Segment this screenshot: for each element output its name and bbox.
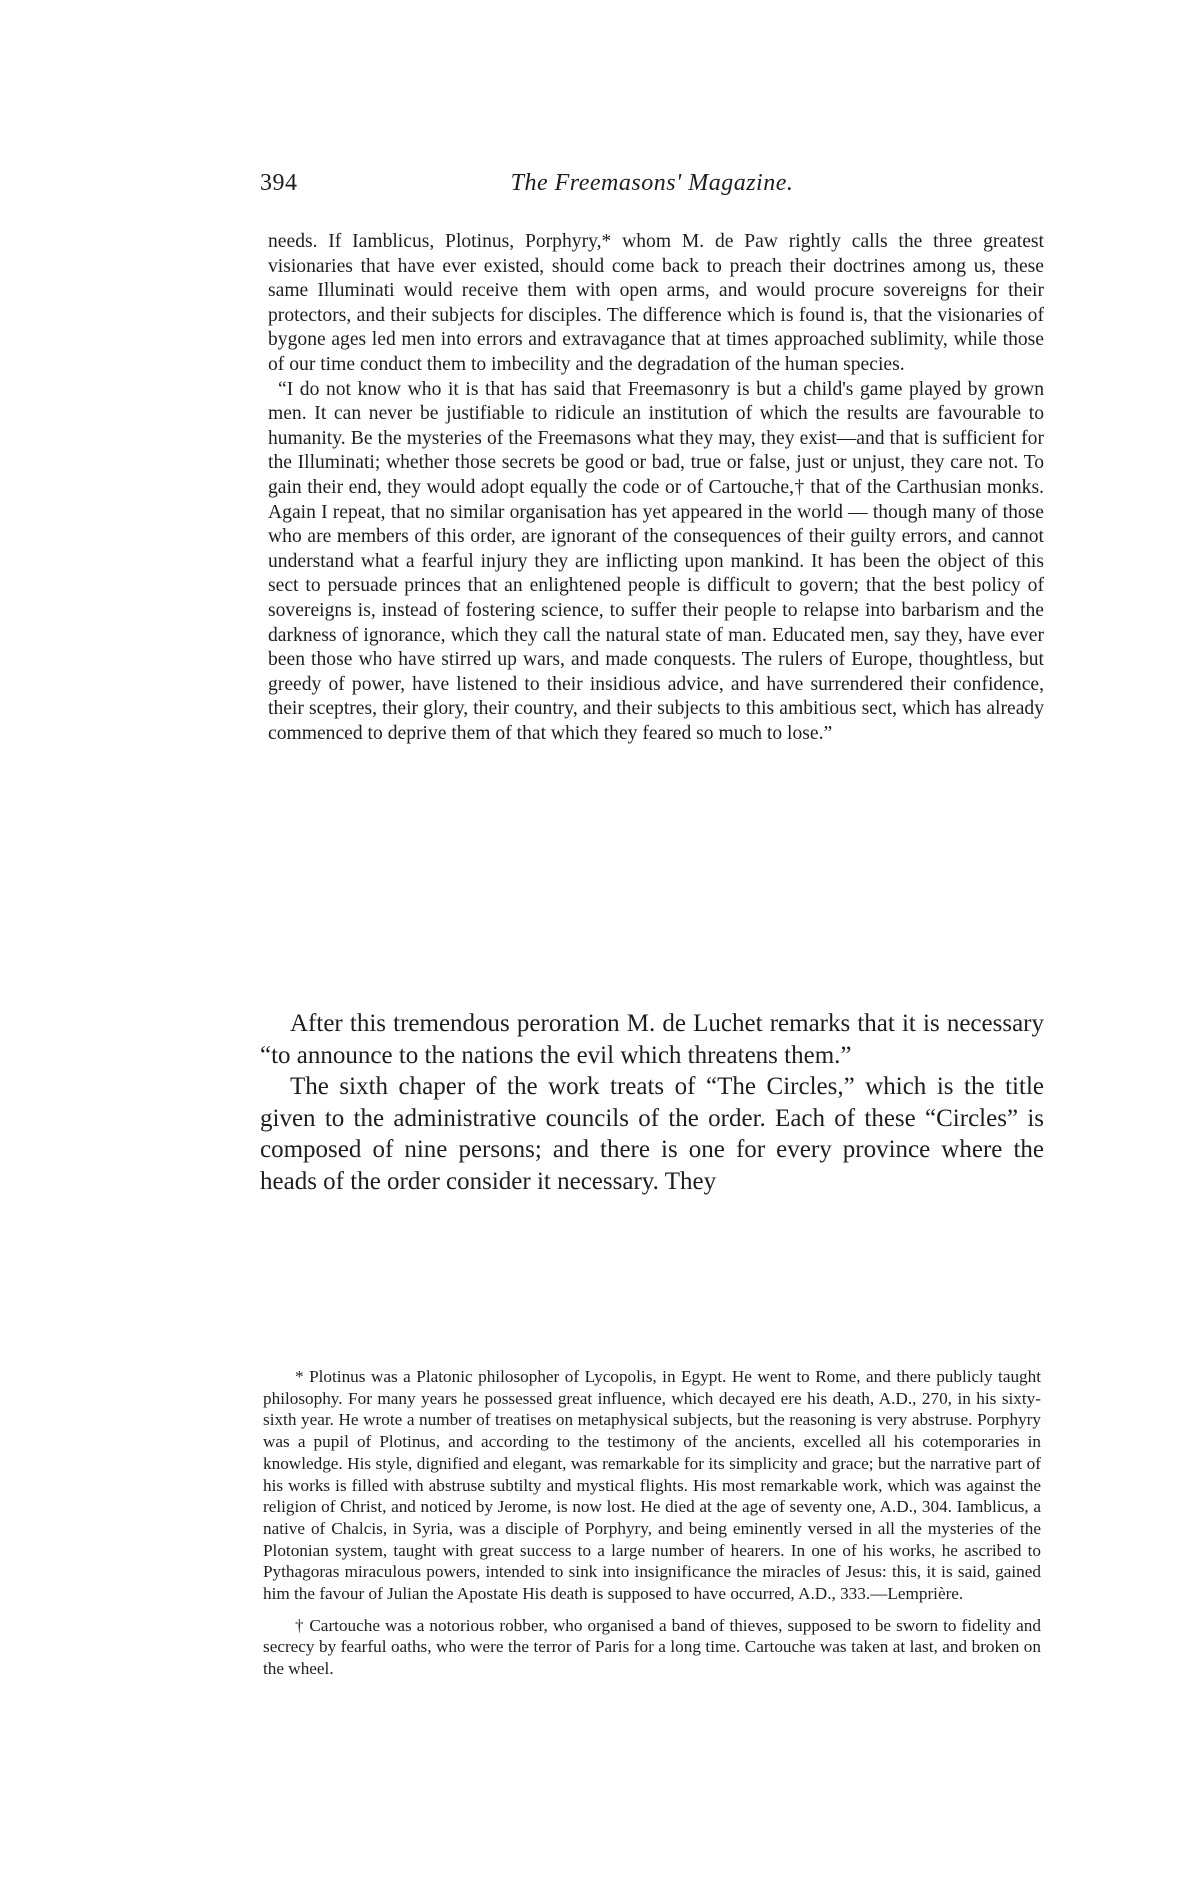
footnote-plotinus: * Plotinus was a Platonic philosopher of Lycopolis, in Egypt. He went to Rome, and there publicly taught philosophy. For many years he possessed great influence, which decayed ere his death, A.D., 270, in his sixty-sixth year. He wrote a number of treatises on metaphysical subjects, but the reasoning is very abstruse. Porphyry was a pupil of Plotinus, and according to the testimony of the ancients, excelled all his cotemporaries in knowledge. His style, dignified and elegant, was remarkable for its simplicity and grace; but the narrative part of his works is filled with abstruse subtilty and mystical flights. His most remarkable work, which was against the religion of Christ, and noticed by Jerome, is now lost. He died at the age of seventy one, A.D., 304. Iamblicus, a native of Chalcis, in Syria, was a disciple of Porphyry, and being eminently versed in all the mysteries of the Plotonian system, taught with great success to a large number of hearers. In one of his works, he ascribed to Pythagoras miraculous powers, intended to sink into insignificance the miracles of Jesus: this, it is said, gained him the favour of Julian the Apostate His death is supposed to have occurred, A.D., 333.—Lemprière. — [263, 1367, 1041, 1604]
quote-paragraph: needs. If Iamblicus, Plotinus, Porphyry,* whom M. de Paw rightly calls the three greatest visionaries that have ever existed, should come back to preach their doctrines among us, these same Illuminati would receive them with open arms, and would procure sovereigns for their protectors, and their subjects for disciples. The difference which is found is, that the visionaries of bygone ages led men into errors and extravagance that at times approached sublimity, while those of our time conduct them to imbecility and the degradation of the human species. — [268, 231, 1044, 375]
magazine-title: The Freemasons' Magazine. — [510, 170, 794, 196]
quote-paragraph: “I do not know who it is that has said that Freemasonry is but a child's game played by grown men. It can never be justifiable to ridicule an institution of which the results are favourable to humanity. Be the mysteries of the Freemasons what they may, they exist—and that is sufficient for the Illuminati; whether those secrets be good or bad, true or false, just or unjust, they care not. To gain their end, they would adopt equally the code or of Cartouche,† that of the Carthusian monks. Again I repeat, that no similar organisation has yet appeared in the world — though many of those who are members of this order, are ignorant of the consequences of their guilty errors, and cannot understand what a fearful injury they are inflicting upon mankind. It has been the object of this sect to persuade princes that an enlightened people is difficult to govern; that the best policy of sovereigns is, instead of fostering science, to suffer their people to relapse into barbarism and the darkness of ignorance, which they call the natural state of man. Educated men, say they, have ever been those who have stirred up wars, and made conquests. The rulers of Europe, thoughtless, but greedy of power, have listened to their insidious advice, and have surrendered their confidence, their sceptres, their glory, their country, and their subjects to this ambitious sect, which has already commenced to deprive them of that which they feared so much to lose.” — [268, 378, 1044, 744]
running-head — [260, 170, 1044, 204]
body-paragraph: The sixth chaper of the work treats of “The Circles,” which is the title given to the administrative councils of the order. Each of these “Circles” is composed of nine persons; and there is one for every province where the heads of the order consider it necessary. They — [260, 1073, 1044, 1195]
footnotes — [263, 1366, 1041, 1680]
body-paragraph: After this tremendous peroration M. de Luchet remarks that it is necessary “to announce to the nations the evil which threatens them.” — [260, 1010, 1044, 1069]
page-number: 394 — [260, 170, 298, 196]
quoted-passage — [268, 230, 1044, 746]
footnote-cartouche: † Cartouche was a notorious robber, who organised a band of thieves, supposed to be sworn to fidelity and secrecy by fearful oaths, who were the terror of Paris for a long time. Cartouche was taken at last, and broken on the wheel. — [263, 1615, 1041, 1679]
body-text — [260, 1008, 1044, 1197]
